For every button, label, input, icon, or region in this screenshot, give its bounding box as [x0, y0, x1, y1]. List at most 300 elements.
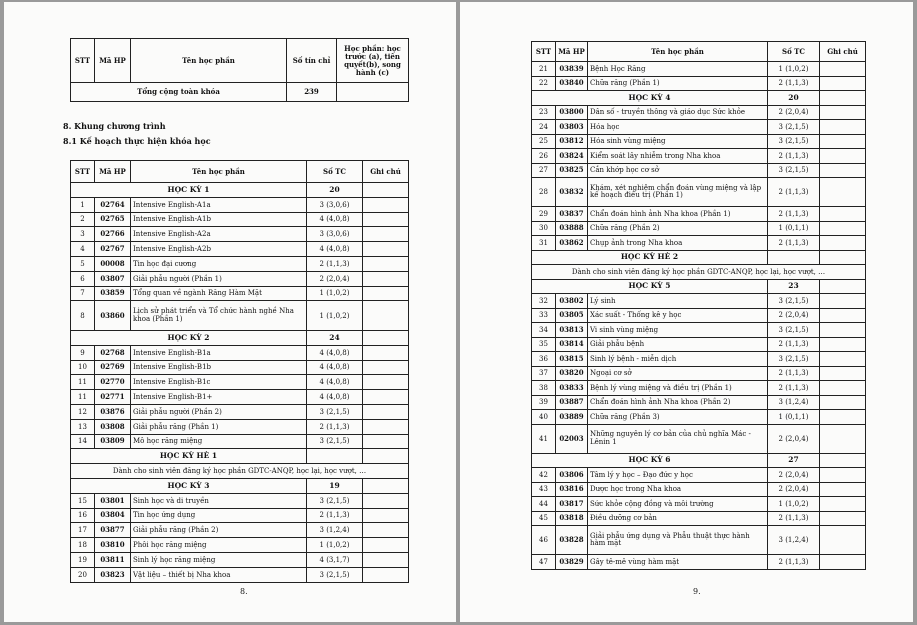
course-credits: 2 (1,1,3): [768, 555, 820, 570]
course-stt: 24: [532, 120, 556, 135]
course-name: Intensive English-A2a: [131, 227, 307, 242]
course-stt: 10: [71, 360, 95, 375]
course-name: Sinh lý bệnh - miễn dịch: [588, 352, 768, 367]
course-note: [820, 424, 866, 453]
course-credits: 1 (0,1,1): [768, 410, 820, 425]
course-code: 03814: [556, 337, 588, 352]
course-row: [532, 76, 866, 91]
semester-credits: 24: [307, 330, 363, 345]
semester-credits: 23: [768, 279, 820, 294]
course-stt: 44: [532, 497, 556, 512]
course-row: [532, 163, 866, 178]
course-plan-table-right: [531, 41, 866, 570]
course-name: Chữa răng (Phần 2): [588, 221, 768, 236]
course-credits: 3 (1,2,4): [768, 395, 820, 410]
course-stt: 42: [532, 468, 556, 483]
col-header-name: Tên học phần: [131, 39, 287, 83]
course-name: Mô học răng miệng: [131, 434, 307, 449]
col-header-note: Ghi chú: [363, 161, 409, 183]
course-credits: 2 (1,1,3): [768, 337, 820, 352]
course-note: [820, 221, 866, 236]
course-stt: 26: [532, 149, 556, 164]
course-stt: 47: [532, 555, 556, 570]
course-code: 03828: [556, 526, 588, 555]
semester-label: HỌC KỲ 4: [532, 91, 768, 106]
course-row: [71, 212, 409, 227]
course-credits: 1 (1,0,2): [307, 538, 363, 553]
course-credits: 2 (1,1,3): [307, 419, 363, 434]
course-name: Chẩn đoán hình ảnh Nha khoa (Phần 2): [588, 395, 768, 410]
course-note: [820, 207, 866, 222]
course-credits: 2 (1,1,3): [768, 149, 820, 164]
course-name: Bệnh Học Răng: [588, 62, 768, 77]
col-header-note: Ghi chú: [820, 42, 866, 62]
course-row: [71, 567, 409, 582]
semester-note: [820, 91, 866, 106]
course-code: 03817: [556, 497, 588, 512]
course-plan-table-left: [70, 160, 409, 583]
course-code: 03800: [556, 105, 588, 120]
semester-credits: 20: [307, 183, 363, 198]
course-code: 03839: [556, 62, 588, 77]
course-code: 03876: [95, 404, 131, 419]
page-number: 8.: [240, 587, 248, 596]
course-row: [71, 404, 409, 419]
course-row: [71, 242, 409, 257]
course-credits: 3 (3,0,6): [307, 197, 363, 212]
course-stt: 33: [532, 308, 556, 323]
course-code: 03804: [95, 508, 131, 523]
semester-row: [71, 183, 409, 198]
course-note: [363, 404, 409, 419]
course-code: 03801: [95, 493, 131, 508]
course-note: [820, 366, 866, 381]
course-row: [532, 308, 866, 323]
course-code: 03810: [95, 538, 131, 553]
course-note: [820, 395, 866, 410]
course-stt: 19: [71, 552, 95, 567]
course-row: [71, 552, 409, 567]
course-code: 03888: [556, 221, 588, 236]
course-name: Phôi học răng miệng: [131, 538, 307, 553]
course-credits: 1 (1,0,2): [768, 497, 820, 512]
semester-note: [363, 183, 409, 198]
course-stt: 46: [532, 526, 556, 555]
course-note: [363, 227, 409, 242]
course-code: 02003: [556, 424, 588, 453]
course-credits: 1 (0,1,1): [768, 221, 820, 236]
course-name: Intensive English-A2b: [131, 242, 307, 257]
course-note: [363, 212, 409, 227]
course-note: [820, 105, 866, 120]
course-note: [363, 301, 409, 331]
course-stt: 2: [71, 212, 95, 227]
course-name: Bệnh lý vùng miệng và điều trị (Phần 1): [588, 381, 768, 396]
course-credits: 1 (1,0,2): [768, 62, 820, 77]
course-note: [363, 256, 409, 271]
course-stt: 45: [532, 511, 556, 526]
course-name: Intensive English-B1c: [131, 375, 307, 390]
course-stt: 7: [71, 286, 95, 301]
course-note: [820, 526, 866, 555]
course-code: 02771: [95, 390, 131, 405]
course-note: [820, 482, 866, 497]
course-note: [820, 323, 866, 338]
course-stt: 15: [71, 493, 95, 508]
semester-label: HỌC KỲ HÈ 1: [71, 449, 307, 464]
course-stt: 5: [71, 256, 95, 271]
course-row: [532, 134, 866, 149]
course-credits: 1 (1,0,2): [307, 286, 363, 301]
course-stt: 30: [532, 221, 556, 236]
course-note: [820, 352, 866, 367]
course-code: 03824: [556, 149, 588, 164]
summer-note-row: [532, 265, 866, 280]
course-stt: 22: [532, 76, 556, 91]
course-credits: 3 (2,1,5): [307, 404, 363, 419]
course-stt: 3: [71, 227, 95, 242]
course-note: [820, 149, 866, 164]
course-name: Xác suất - Thống kê y học: [588, 308, 768, 323]
course-credits: 4 (4,0,8): [307, 345, 363, 360]
course-name: Điều dưỡng cơ bản: [588, 511, 768, 526]
course-credits: 2 (2,0,4): [768, 468, 820, 483]
course-name: Hóa học: [588, 120, 768, 135]
course-stt: 20: [71, 567, 95, 582]
course-credits: 3 (2,1,5): [307, 434, 363, 449]
course-name: Tin học ứng dụng: [131, 508, 307, 523]
course-credits: 2 (1,1,3): [768, 76, 820, 91]
course-name: Chữa răng (Phần 3): [588, 410, 768, 425]
course-code: 03829: [556, 555, 588, 570]
course-row: [71, 523, 409, 538]
course-stt: 40: [532, 410, 556, 425]
course-code: 03813: [556, 323, 588, 338]
course-name: Chữa răng (Phần 1): [588, 76, 768, 91]
col-header-stt: STT: [532, 42, 556, 62]
course-note: [363, 538, 409, 553]
course-note: [363, 286, 409, 301]
course-row: [532, 468, 866, 483]
semester-row: [532, 453, 866, 468]
semester-label: HỌC KỲ 2: [71, 330, 307, 345]
course-stt: 27: [532, 163, 556, 178]
semester-note: [363, 449, 409, 464]
course-row: [532, 395, 866, 410]
course-name: Sinh học và di truyền: [131, 493, 307, 508]
course-credits: 3 (2,1,5): [307, 567, 363, 582]
course-code: 03803: [556, 120, 588, 135]
course-code: 03802: [556, 294, 588, 309]
course-row: [532, 236, 866, 251]
course-name: Khám, xét nghiệm chẩn đoán vùng miệng và lập kế hoạch điều trị (Phần 1): [588, 178, 768, 207]
course-row: [71, 256, 409, 271]
course-name: Lý sinh: [588, 294, 768, 309]
course-stt: 37: [532, 366, 556, 381]
course-stt: 36: [532, 352, 556, 367]
semester-row: [532, 279, 866, 294]
col-header-code: Mã HP: [95, 39, 131, 83]
course-stt: 21: [532, 62, 556, 77]
course-credits: 3 (2,1,5): [768, 134, 820, 149]
course-rows-left: [71, 183, 409, 583]
summer-note-row: [71, 464, 409, 479]
course-name: Tổng quan về ngành Răng Hàm Mặt: [131, 286, 307, 301]
course-note: [820, 468, 866, 483]
course-credits: 1 (1,0,2): [307, 301, 363, 331]
course-code: 03825: [556, 163, 588, 178]
course-code: 03805: [556, 308, 588, 323]
course-note: [363, 523, 409, 538]
course-name: Intensive English-B1b: [131, 360, 307, 375]
col-header-name: Tên học phần: [131, 161, 307, 183]
course-note: [363, 375, 409, 390]
course-code: 03818: [556, 511, 588, 526]
col-header-code: Mã HP: [95, 161, 131, 183]
semester-row: [71, 330, 409, 345]
course-credits: 3 (2,1,5): [768, 120, 820, 135]
course-row: [532, 323, 866, 338]
col-header-credits: Số tín chỉ: [287, 39, 337, 83]
course-stt: 29: [532, 207, 556, 222]
course-note: [363, 434, 409, 449]
semester-row: [71, 478, 409, 493]
semester-label: HỌC KỲ HÈ 2: [532, 250, 768, 265]
course-code: 03889: [556, 410, 588, 425]
course-stt: 1: [71, 197, 95, 212]
course-name: Giải phẫu ứng dụng và Phẫu thuật thực hành hàm mặt: [588, 526, 768, 555]
course-name: Chẩn đoán hình ảnh Nha khoa (Phần 1): [588, 207, 768, 222]
course-code: 03859: [95, 286, 131, 301]
course-row: [532, 294, 866, 309]
course-code: 03887: [556, 395, 588, 410]
course-row: [532, 366, 866, 381]
semester-credits: [307, 449, 363, 464]
course-row: [532, 120, 866, 135]
course-credits: 2 (2,0,4): [307, 271, 363, 286]
course-code: 03820: [556, 366, 588, 381]
course-row: [532, 149, 866, 164]
course-row: [532, 410, 866, 425]
semester-label: HỌC KỲ 3: [71, 478, 307, 493]
subsection-title: 8.1 Kế hoạch thực hiện khóa học: [63, 136, 211, 146]
course-note: [820, 410, 866, 425]
course-stt: 11: [71, 390, 95, 405]
course-note: [820, 294, 866, 309]
course-stt: 38: [532, 381, 556, 396]
course-row: [532, 555, 866, 570]
course-credits: 2 (1,1,3): [307, 508, 363, 523]
course-stt: 25: [532, 134, 556, 149]
course-code: 02766: [95, 227, 131, 242]
course-note: [363, 419, 409, 434]
course-credits: 4 (3,1,7): [307, 552, 363, 567]
course-stt: 9: [71, 345, 95, 360]
course-stt: 17: [71, 523, 95, 538]
course-name: Kiểm soát lây nhiễm trong Nha khoa: [588, 149, 768, 164]
course-stt: 11: [71, 375, 95, 390]
course-name: Dược học trong Nha khoa: [588, 482, 768, 497]
course-name: Giải phẫu bệnh: [588, 337, 768, 352]
course-code: 02765: [95, 212, 131, 227]
summer-note-text: Dành cho sinh viên đăng ký học phần GDTC-ANQP, học lại, học vượt, …: [71, 464, 409, 479]
course-note: [363, 508, 409, 523]
course-name: Giải phẫu răng (Phần 2): [131, 523, 307, 538]
course-row: [71, 197, 409, 212]
semester-credits: [768, 250, 820, 265]
course-credits: 4 (4,0,8): [307, 360, 363, 375]
course-name: Intensive English-A1b: [131, 212, 307, 227]
course-name: Giải phẫu răng (Phần 1): [131, 419, 307, 434]
course-row: [71, 493, 409, 508]
total-credits-table: [70, 38, 409, 102]
course-credits: 4 (4,0,8): [307, 242, 363, 257]
col-header-credits: Số TC: [768, 42, 820, 62]
col-header-stt: STT: [71, 39, 95, 83]
course-row: [532, 178, 866, 207]
course-code: 02769: [95, 360, 131, 375]
course-credits: 2 (1,1,3): [307, 256, 363, 271]
course-code: 03860: [95, 301, 131, 331]
course-name: Chụp ảnh trong Nha khoa: [588, 236, 768, 251]
course-row: [71, 345, 409, 360]
course-row: [532, 352, 866, 367]
course-row: [532, 337, 866, 352]
course-code: 03812: [556, 134, 588, 149]
course-note: [820, 511, 866, 526]
course-credits: 3 (2,1,5): [768, 352, 820, 367]
course-note: [363, 242, 409, 257]
course-credits: 3 (1,2,4): [768, 526, 820, 555]
course-name: Giải phẫu người (Phần 2): [131, 404, 307, 419]
semester-row: [532, 250, 866, 265]
course-credits: 3 (2,1,5): [307, 493, 363, 508]
course-stt: 14: [71, 434, 95, 449]
course-stt: 35: [532, 337, 556, 352]
course-credits: 2 (1,1,3): [768, 366, 820, 381]
left-page: [4, 2, 456, 622]
course-row: [532, 221, 866, 236]
course-note: [820, 134, 866, 149]
course-note: [820, 497, 866, 512]
course-name: Sinh lý học răng miệng: [131, 552, 307, 567]
course-row: [71, 419, 409, 434]
course-row: [532, 497, 866, 512]
course-name: Ngoại cơ sở: [588, 366, 768, 381]
course-code: 03832: [556, 178, 588, 207]
course-note: [820, 555, 866, 570]
semester-note: [820, 279, 866, 294]
course-stt: 31: [532, 236, 556, 251]
course-credits: 2 (2,0,4): [768, 105, 820, 120]
course-credits: 2 (1,1,3): [768, 207, 820, 222]
total-value: 239: [287, 83, 337, 102]
course-stt: 6: [71, 271, 95, 286]
course-name: Giải phẫu người (Phần 1): [131, 271, 307, 286]
course-row: [532, 62, 866, 77]
course-note: [820, 62, 866, 77]
course-name: Sức khỏe cộng đồng và môi trường: [588, 497, 768, 512]
course-code: 03837: [556, 207, 588, 222]
course-note: [363, 271, 409, 286]
right-page: [460, 2, 913, 622]
course-stt: 39: [532, 395, 556, 410]
course-code: 03807: [95, 271, 131, 286]
course-code: 02770: [95, 375, 131, 390]
course-stt: 32: [532, 294, 556, 309]
section-title: 8. Khung chương trình: [63, 121, 166, 131]
course-credits: 3 (2,1,5): [768, 163, 820, 178]
course-name: Vật liệu – thiết bị Nha khoa: [131, 567, 307, 582]
course-code: 02767: [95, 242, 131, 257]
course-note: [363, 567, 409, 582]
col-header-code: Mã HP: [556, 42, 588, 62]
course-name: Những nguyên lý cơ bản của chủ nghĩa Mác - Lênin 1: [588, 424, 768, 453]
course-row: [71, 538, 409, 553]
course-stt: 28: [532, 178, 556, 207]
course-note: [820, 236, 866, 251]
course-credits: 2 (1,1,3): [768, 236, 820, 251]
course-credits: 2 (2,0,4): [768, 424, 820, 453]
course-code: 03877: [95, 523, 131, 538]
course-stt: 8: [71, 301, 95, 331]
course-credits: 2 (1,1,3): [768, 381, 820, 396]
course-note: [363, 552, 409, 567]
course-code: 02764: [95, 197, 131, 212]
course-credits: 2 (2,0,4): [768, 308, 820, 323]
course-note: [820, 76, 866, 91]
course-credits: 3 (2,1,5): [768, 294, 820, 309]
course-credits: 2 (1,1,3): [768, 178, 820, 207]
course-note: [363, 390, 409, 405]
course-credits: 3 (3,0,6): [307, 227, 363, 242]
course-row: [532, 381, 866, 396]
course-row: [532, 105, 866, 120]
course-note: [820, 120, 866, 135]
course-row: [532, 482, 866, 497]
semester-label: HỌC KỲ 1: [71, 183, 307, 198]
course-note: [820, 163, 866, 178]
semester-note: [820, 453, 866, 468]
course-row: [71, 508, 409, 523]
course-stt: 34: [532, 323, 556, 338]
total-note: [337, 83, 409, 102]
course-row: [71, 286, 409, 301]
col-header-name: Tên học phần: [588, 42, 768, 62]
course-stt: 23: [532, 105, 556, 120]
course-row: [532, 526, 866, 555]
course-row: [71, 434, 409, 449]
course-name: Tin học đại cương: [131, 256, 307, 271]
semester-label: HỌC KỲ 6: [532, 453, 768, 468]
course-note: [820, 381, 866, 396]
course-note: [820, 337, 866, 352]
course-name: Gây tê-mê vùng hàm mặt: [588, 555, 768, 570]
semester-row: [71, 449, 409, 464]
course-stt: 18: [71, 538, 95, 553]
course-stt: 13: [71, 419, 95, 434]
course-note: [820, 308, 866, 323]
course-name: Intensive English-B1a: [131, 345, 307, 360]
course-name: Intensive English-B1+: [131, 390, 307, 405]
course-name: Intensive English-A1a: [131, 197, 307, 212]
semester-label: HỌC KỲ 5: [532, 279, 768, 294]
course-credits: 2 (1,1,3): [768, 511, 820, 526]
course-name: Lịch sử phát triển và Tổ chức hành nghề Nha khoa (Phần 1): [131, 301, 307, 331]
course-row: [71, 271, 409, 286]
col-header-credits: Số TC: [307, 161, 363, 183]
semester-note: [363, 330, 409, 345]
